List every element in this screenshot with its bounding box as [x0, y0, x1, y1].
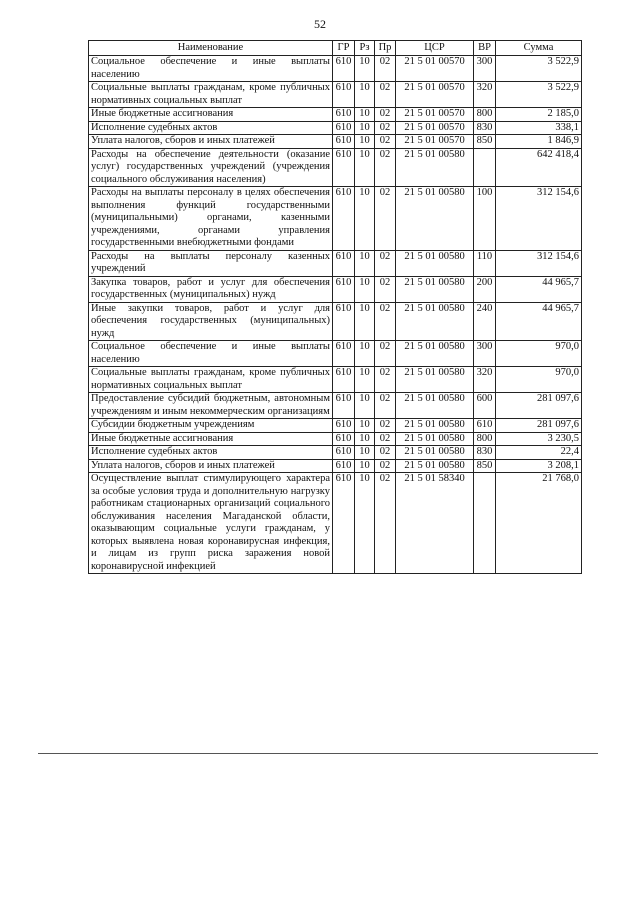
- header-gr: ГР: [333, 41, 355, 56]
- cell-gr: 610: [333, 121, 355, 135]
- cell-sum: 3 208,1: [496, 459, 582, 473]
- cell-csr: 21 5 01 00570: [396, 82, 474, 108]
- cell-vr: 110: [474, 250, 496, 276]
- cell-pr: 02: [375, 367, 396, 393]
- cell-gr: 610: [333, 432, 355, 446]
- cell-vr: 830: [474, 446, 496, 460]
- cell-name: Иные закупки товаров, работ и услуг для обеспечения государственных (муниципальных) нужд: [89, 302, 333, 341]
- cell-gr: 610: [333, 108, 355, 122]
- cell-sum: 22,4: [496, 446, 582, 460]
- cell-pr: 02: [375, 419, 396, 433]
- page-bottom-rule: [38, 753, 598, 754]
- cell-csr: 21 5 01 00580: [396, 341, 474, 367]
- cell-csr: 21 5 01 00580: [396, 446, 474, 460]
- table-row: [89, 393, 582, 419]
- cell-rz: 10: [355, 459, 375, 473]
- table-row: [89, 367, 582, 393]
- cell-vr: 240: [474, 302, 496, 341]
- cell-vr: 320: [474, 82, 496, 108]
- table-row: [89, 148, 582, 187]
- cell-sum: 338,1: [496, 121, 582, 135]
- table-row: [89, 419, 582, 433]
- table-row: [89, 135, 582, 149]
- cell-sum: 1 846,9: [496, 135, 582, 149]
- cell-gr: 610: [333, 473, 355, 574]
- cell-gr: 610: [333, 367, 355, 393]
- table-header-row: [89, 41, 582, 56]
- cell-sum: 44 965,7: [496, 302, 582, 341]
- cell-gr: 610: [333, 82, 355, 108]
- cell-sum: 3 522,9: [496, 82, 582, 108]
- cell-sum: 312 154,6: [496, 187, 582, 251]
- cell-sum: 2 185,0: [496, 108, 582, 122]
- cell-csr: 21 5 01 00570: [396, 121, 474, 135]
- cell-pr: 02: [375, 459, 396, 473]
- cell-sum: 281 097,6: [496, 419, 582, 433]
- header-name: Наименование: [89, 41, 333, 56]
- cell-vr: [474, 473, 496, 574]
- cell-pr: 02: [375, 341, 396, 367]
- cell-gr: 610: [333, 459, 355, 473]
- header-vr: ВР: [474, 41, 496, 56]
- cell-vr: 610: [474, 419, 496, 433]
- cell-vr: 830: [474, 121, 496, 135]
- cell-pr: 02: [375, 56, 396, 82]
- cell-vr: 800: [474, 108, 496, 122]
- cell-csr: 21 5 01 00580: [396, 367, 474, 393]
- cell-name: Расходы на обеспечение деятельности (оказание услуг) государственных учреждений (учреждения социального обслуживания населения): [89, 148, 333, 187]
- cell-sum: 312 154,6: [496, 250, 582, 276]
- cell-name: Уплата налогов, сборов и иных платежей: [89, 135, 333, 149]
- cell-csr: 21 5 01 00580: [396, 302, 474, 341]
- cell-sum: 44 965,7: [496, 276, 582, 302]
- cell-sum: 970,0: [496, 367, 582, 393]
- cell-pr: 02: [375, 135, 396, 149]
- cell-rz: 10: [355, 82, 375, 108]
- cell-name: Предоставление субсидий бюджетным, автономным учреждениям и иным некоммерческим организациям: [89, 393, 333, 419]
- cell-name: Исполнение судебных актов: [89, 446, 333, 460]
- cell-rz: 10: [355, 187, 375, 251]
- cell-sum: 281 097,6: [496, 393, 582, 419]
- cell-vr: [474, 148, 496, 187]
- table-row: [89, 341, 582, 367]
- cell-csr: 21 5 01 58340: [396, 473, 474, 574]
- header-csr: ЦСР: [396, 41, 474, 56]
- cell-vr: 600: [474, 393, 496, 419]
- cell-vr: 800: [474, 432, 496, 446]
- table-row: [89, 121, 582, 135]
- table-row: [89, 187, 582, 251]
- table-row: [89, 56, 582, 82]
- cell-vr: 200: [474, 276, 496, 302]
- cell-rz: 10: [355, 121, 375, 135]
- table-row: [89, 276, 582, 302]
- cell-sum: 3 230,5: [496, 432, 582, 446]
- cell-name: Социальное обеспечение и иные выплаты населению: [89, 56, 333, 82]
- cell-name: Иные бюджетные ассигнования: [89, 108, 333, 122]
- cell-csr: 21 5 01 00570: [396, 56, 474, 82]
- cell-pr: 02: [375, 276, 396, 302]
- cell-rz: 10: [355, 148, 375, 187]
- cell-name: Социальное обеспечение и иные выплаты населению: [89, 341, 333, 367]
- cell-csr: 21 5 01 00570: [396, 135, 474, 149]
- cell-csr: 21 5 01 00580: [396, 276, 474, 302]
- cell-csr: 21 5 01 00580: [396, 250, 474, 276]
- cell-rz: 10: [355, 341, 375, 367]
- cell-pr: 02: [375, 302, 396, 341]
- cell-pr: 02: [375, 432, 396, 446]
- cell-csr: 21 5 01 00580: [396, 393, 474, 419]
- table-row: [89, 302, 582, 341]
- cell-rz: 10: [355, 393, 375, 419]
- table-row: [89, 82, 582, 108]
- cell-gr: 610: [333, 148, 355, 187]
- cell-gr: 610: [333, 419, 355, 433]
- cell-gr: 610: [333, 56, 355, 82]
- cell-rz: 10: [355, 276, 375, 302]
- table-body: [89, 56, 582, 574]
- cell-name: Закупка товаров, работ и услуг для обеспечения государственных (муниципальных) нужд: [89, 276, 333, 302]
- cell-vr: 850: [474, 135, 496, 149]
- cell-rz: 10: [355, 56, 375, 82]
- cell-pr: 02: [375, 473, 396, 574]
- cell-pr: 02: [375, 121, 396, 135]
- cell-rz: 10: [355, 473, 375, 574]
- cell-gr: 610: [333, 446, 355, 460]
- cell-vr: 300: [474, 56, 496, 82]
- cell-gr: 610: [333, 393, 355, 419]
- cell-vr: 850: [474, 459, 496, 473]
- cell-rz: 10: [355, 135, 375, 149]
- cell-rz: 10: [355, 432, 375, 446]
- cell-sum: 642 418,4: [496, 148, 582, 187]
- cell-vr: 100: [474, 187, 496, 251]
- cell-pr: 02: [375, 148, 396, 187]
- cell-sum: 3 522,9: [496, 56, 582, 82]
- cell-pr: 02: [375, 250, 396, 276]
- cell-name: Иные бюджетные ассигнования: [89, 432, 333, 446]
- cell-gr: 610: [333, 135, 355, 149]
- cell-gr: 610: [333, 250, 355, 276]
- header-rz: Рз: [355, 41, 375, 56]
- cell-rz: 10: [355, 419, 375, 433]
- cell-csr: 21 5 01 00580: [396, 187, 474, 251]
- table-row: [89, 473, 582, 574]
- cell-pr: 02: [375, 108, 396, 122]
- table-row: [89, 446, 582, 460]
- cell-name: Социальные выплаты гражданам, кроме публичных нормативных социальных выплат: [89, 82, 333, 108]
- cell-name: Осуществление выплат стимулирующего характера за особые условия труда и дополнительную нагрузку работникам стационарных организаций социального обслуживания населения Магаданской области, оказывающим социальные услуги гражданам, у которых выявлена новая коронавирусная инфекция, и лицам из групп риска заражения новой коронавирусной инфекцией: [89, 473, 333, 574]
- table-row: [89, 432, 582, 446]
- budget-table: [88, 40, 582, 574]
- cell-csr: 21 5 01 00570: [396, 108, 474, 122]
- cell-gr: 610: [333, 276, 355, 302]
- cell-csr: 21 5 01 00580: [396, 419, 474, 433]
- cell-sum: 970,0: [496, 341, 582, 367]
- table-row: [89, 250, 582, 276]
- cell-pr: 02: [375, 446, 396, 460]
- header-sum: Сумма: [496, 41, 582, 56]
- table-row: [89, 459, 582, 473]
- cell-gr: 610: [333, 302, 355, 341]
- cell-rz: 10: [355, 250, 375, 276]
- cell-pr: 02: [375, 393, 396, 419]
- cell-pr: 02: [375, 187, 396, 251]
- cell-gr: 610: [333, 187, 355, 251]
- cell-name: Исполнение судебных актов: [89, 121, 333, 135]
- cell-name: Субсидии бюджетным учреждениям: [89, 419, 333, 433]
- cell-csr: 21 5 01 00580: [396, 459, 474, 473]
- cell-csr: 21 5 01 00580: [396, 432, 474, 446]
- table-row: [89, 108, 582, 122]
- cell-rz: 10: [355, 367, 375, 393]
- cell-rz: 10: [355, 446, 375, 460]
- cell-name: Расходы на выплаты персоналу в целях обеспечения выполнения функций государственными (муниципальными) органами, казенными учреждениями, органами управления государственными внебюджетными фондами: [89, 187, 333, 251]
- header-pr: Пр: [375, 41, 396, 56]
- cell-pr: 02: [375, 82, 396, 108]
- page-number: 52: [314, 17, 326, 31]
- cell-name: Уплата налогов, сборов и иных платежей: [89, 459, 333, 473]
- cell-rz: 10: [355, 302, 375, 341]
- cell-name: Социальные выплаты гражданам, кроме публичных нормативных социальных выплат: [89, 367, 333, 393]
- cell-name: Расходы на выплаты персоналу казенных учреждений: [89, 250, 333, 276]
- cell-csr: 21 5 01 00580: [396, 148, 474, 187]
- cell-rz: 10: [355, 108, 375, 122]
- cell-gr: 610: [333, 341, 355, 367]
- cell-sum: 21 768,0: [496, 473, 582, 574]
- cell-vr: 320: [474, 367, 496, 393]
- cell-vr: 300: [474, 341, 496, 367]
